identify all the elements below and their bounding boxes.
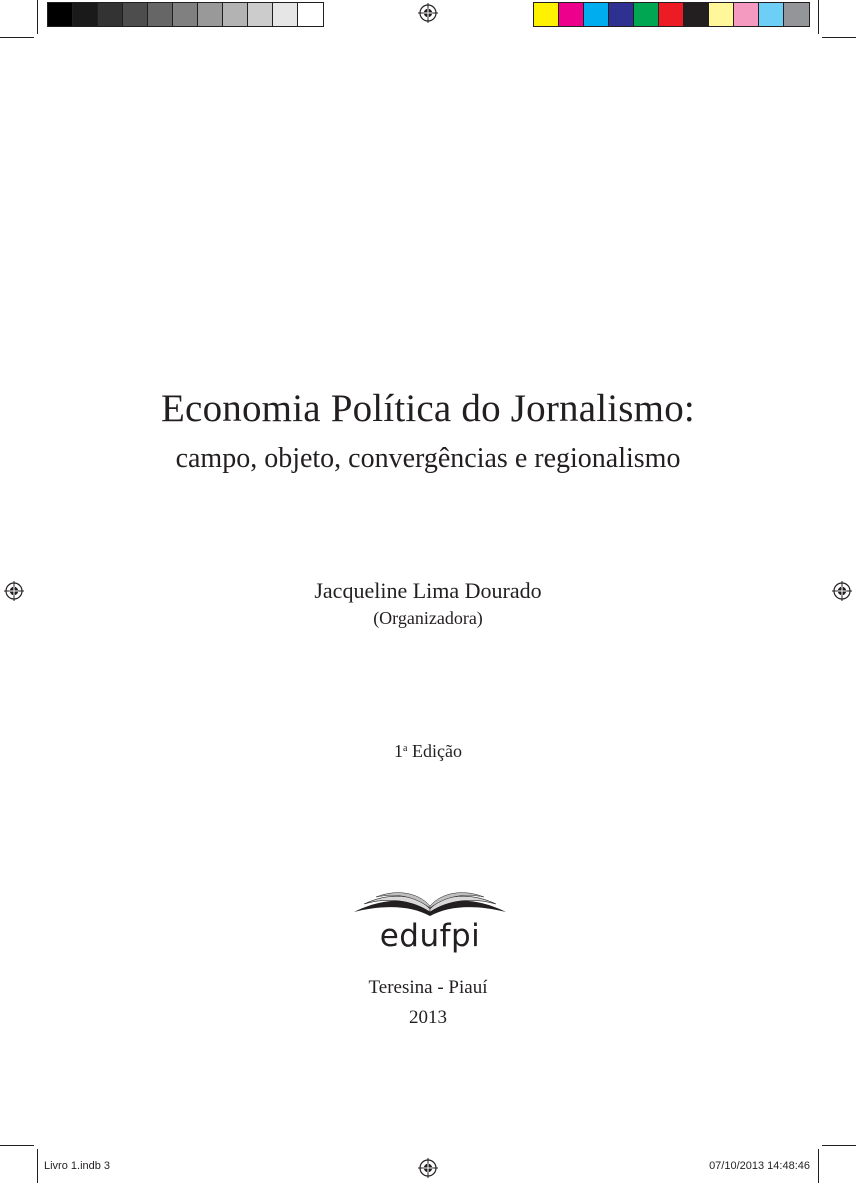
registration-mark-icon xyxy=(418,1158,438,1178)
crop-mark-bottom-right-h xyxy=(822,1145,856,1146)
publisher-city: Teresina - Piauí xyxy=(368,977,488,998)
publisher-logo-text: edufpi xyxy=(379,918,481,954)
crop-mark-top-left-v xyxy=(37,0,38,34)
book-subtitle: campo, objeto, convergências e regionalismo xyxy=(175,443,681,474)
author-role: (Organizadora) xyxy=(373,608,483,628)
edition-ordinal: a xyxy=(403,743,408,754)
color-swatch xyxy=(759,3,784,26)
color-swatch xyxy=(559,3,584,26)
gray-swatch xyxy=(248,3,273,26)
crop-mark-top-right-v xyxy=(818,0,819,34)
edition-number: 1 xyxy=(394,741,404,761)
color-swatch xyxy=(609,3,634,26)
color-swatch xyxy=(684,3,709,26)
edition-label: Edição xyxy=(407,741,462,761)
book-title: Economia Política do Jornalismo: xyxy=(161,387,695,430)
gray-swatch xyxy=(198,3,223,26)
crop-mark-top-left-h xyxy=(0,37,34,38)
gray-swatch xyxy=(98,3,123,26)
gray-swatch xyxy=(73,3,98,26)
color-swatch xyxy=(734,3,759,26)
crop-mark-top-right-h xyxy=(822,37,856,38)
process-color-bar xyxy=(533,2,810,27)
color-swatch xyxy=(534,3,559,26)
color-swatch xyxy=(709,3,734,26)
author-name: Jacqueline Lima Dourado xyxy=(314,578,542,603)
gray-swatch xyxy=(173,3,198,26)
color-swatch xyxy=(584,3,609,26)
color-swatch xyxy=(634,3,659,26)
slug-file-info: Livro 1.indb 3 xyxy=(44,1160,111,1172)
gray-color-bar xyxy=(47,2,324,27)
slug-timestamp: 07/10/2013 14:48:46 xyxy=(709,1160,810,1172)
gray-swatch xyxy=(148,3,173,26)
crop-mark-bottom-right-v xyxy=(818,1149,819,1183)
color-swatch xyxy=(659,3,684,26)
registration-mark-icon xyxy=(418,3,438,23)
crop-mark-bottom-left-h xyxy=(0,1145,34,1146)
gray-swatch xyxy=(48,3,73,26)
crop-mark-bottom-left-v xyxy=(37,1149,38,1183)
publication-year: 2013 xyxy=(409,1007,447,1028)
gray-swatch xyxy=(123,3,148,26)
gray-swatch xyxy=(298,3,323,26)
gray-swatch xyxy=(223,3,248,26)
edition xyxy=(0,741,856,762)
color-swatch xyxy=(784,3,809,26)
gray-swatch xyxy=(273,3,298,26)
